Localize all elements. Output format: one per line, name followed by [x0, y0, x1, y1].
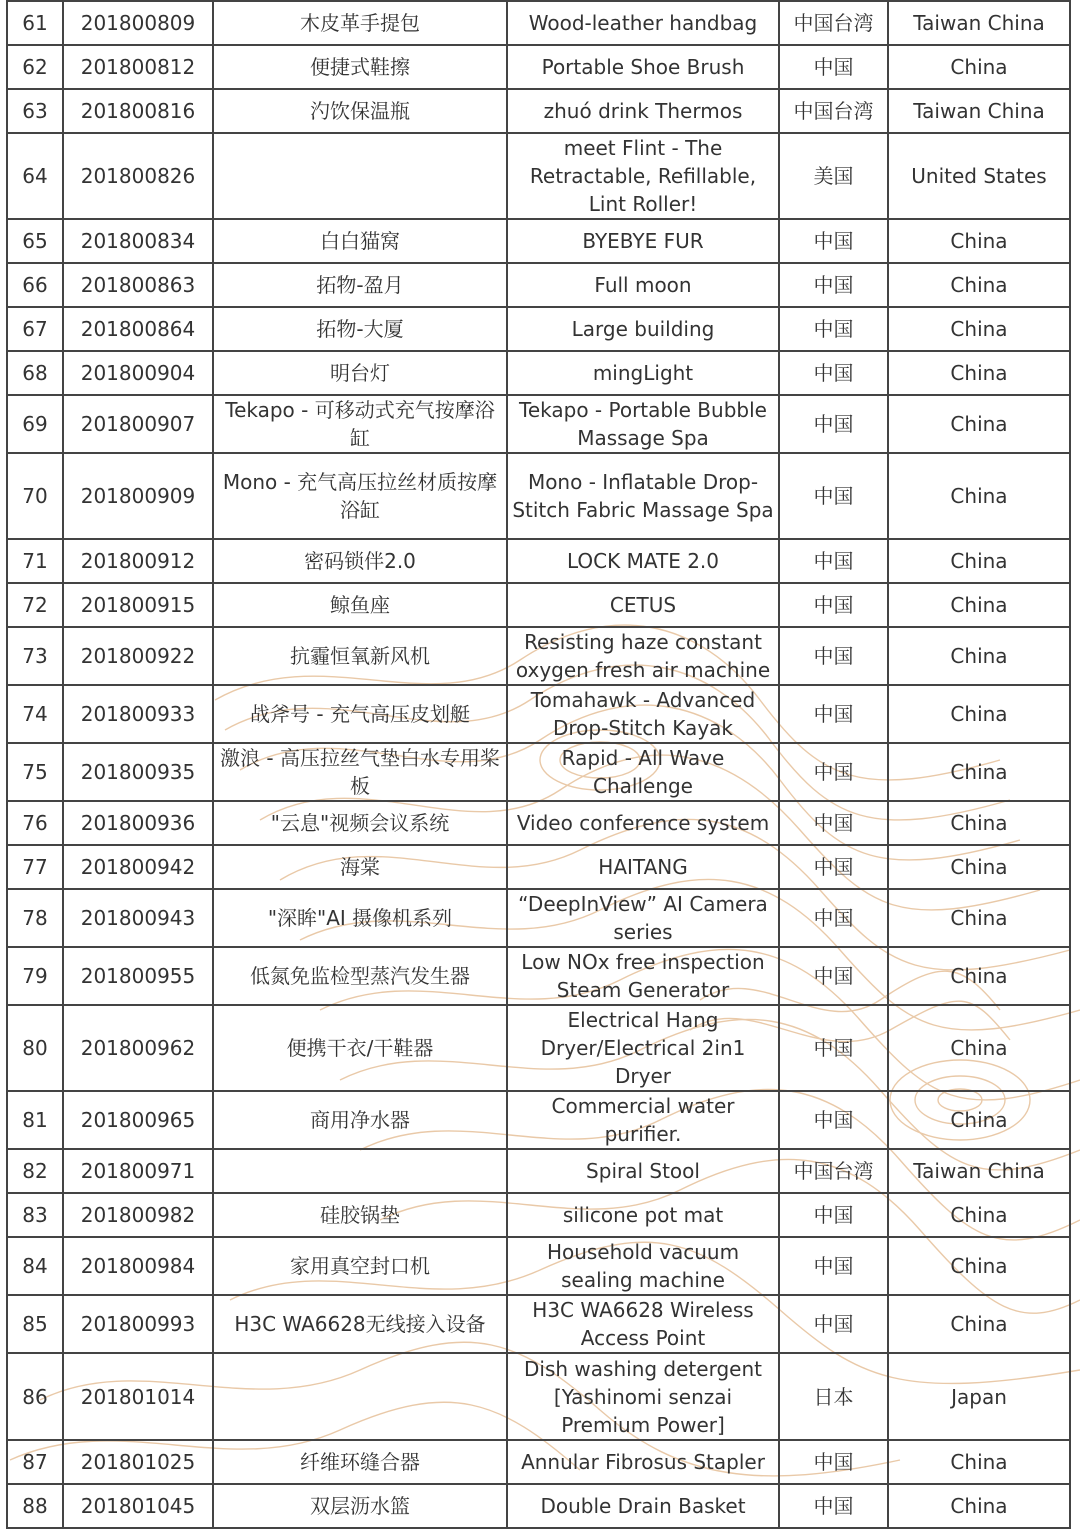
cell-name-chinese: 鲸鱼座: [213, 583, 507, 627]
cell-name-chinese: 便捷式鞋擦: [213, 45, 507, 89]
cell-name-chinese: H3C WA6628无线接入设备: [213, 1295, 507, 1353]
cell-region-chinese: 中国: [779, 627, 888, 685]
cell-registration-id: 201800962: [63, 1005, 213, 1091]
cell-name-chinese: "云息"视频会议系统: [213, 801, 507, 845]
cell-region-chinese: 中国: [779, 351, 888, 395]
cell-region-english: China: [888, 219, 1070, 263]
cell-registration-id: 201800943: [63, 889, 213, 947]
cell-registration-id: 201800971: [63, 1149, 213, 1193]
cell-region-english: China: [888, 743, 1070, 801]
cell-name-chinese: 拓物-大厦: [213, 307, 507, 351]
table-body: [7, 1, 1070, 1528]
cell-number: 78: [7, 889, 63, 947]
cell-region-chinese: 中国: [779, 1440, 888, 1484]
cell-region-english: China: [888, 801, 1070, 845]
cell-name-chinese: "深眸"AI 摄像机系列: [213, 889, 507, 947]
cell-region-chinese: 中国: [779, 743, 888, 801]
cell-region-english: China: [888, 1484, 1070, 1528]
table-row: [7, 45, 1070, 89]
cell-region-english: China: [888, 351, 1070, 395]
cell-number: 63: [7, 89, 63, 133]
table-row: [7, 395, 1070, 453]
cell-name-chinese: 家用真空封口机: [213, 1237, 507, 1295]
cell-name-english: Annular Fibrosus Stapler: [507, 1440, 779, 1484]
table-row: [7, 1295, 1070, 1353]
cell-name-chinese: 木皮革手提包: [213, 1, 507, 45]
cell-registration-id: 201800834: [63, 219, 213, 263]
cell-name-english: H3C WA6628 Wireless Access Point: [507, 1295, 779, 1353]
cell-name-chinese: 汋饮保温瓶: [213, 89, 507, 133]
table-row: [7, 1353, 1070, 1440]
cell-region-chinese: 中国: [779, 1193, 888, 1237]
cell-region-chinese: 中国台湾: [779, 89, 888, 133]
cell-name-english: Resisting haze constant oxygen fresh air machine: [507, 627, 779, 685]
cell-registration-id: 201800955: [63, 947, 213, 1005]
cell-registration-id: 201800812: [63, 45, 213, 89]
cell-registration-id: 201800922: [63, 627, 213, 685]
cell-name-chinese: Mono - 充气高压拉丝材质按摩浴缸: [213, 453, 507, 539]
table-row: [7, 583, 1070, 627]
cell-registration-id: 201800912: [63, 539, 213, 583]
cell-region-chinese: 美国: [779, 133, 888, 219]
cell-region-chinese: 中国: [779, 1237, 888, 1295]
cell-region-chinese: 中国: [779, 685, 888, 743]
cell-number: 69: [7, 395, 63, 453]
cell-name-english: Full moon: [507, 263, 779, 307]
table-row: [7, 1, 1070, 45]
table-row: [7, 1440, 1070, 1484]
cell-name-chinese: 抗霾恒氧新风机: [213, 627, 507, 685]
cell-name-chinese: 便携干衣/干鞋器: [213, 1005, 507, 1091]
cell-name-english: Video conference system: [507, 801, 779, 845]
table-row: [7, 1484, 1070, 1528]
cell-region-english: Japan: [888, 1353, 1070, 1440]
cell-name-english: Mono - Inflatable Drop-Stitch Fabric Massage Spa: [507, 453, 779, 539]
cell-registration-id: 201800936: [63, 801, 213, 845]
cell-registration-id: 201800933: [63, 685, 213, 743]
table-row: [7, 89, 1070, 133]
cell-region-chinese: 中国: [779, 583, 888, 627]
cell-registration-id: 201800907: [63, 395, 213, 453]
cell-registration-id: 201800826: [63, 133, 213, 219]
cell-region-english: China: [888, 583, 1070, 627]
cell-name-english: LOCK MATE 2.0: [507, 539, 779, 583]
cell-region-english: China: [888, 539, 1070, 583]
cell-number: 87: [7, 1440, 63, 1484]
cell-number: 72: [7, 583, 63, 627]
cell-region-english: China: [888, 845, 1070, 889]
cell-registration-id: 201801014: [63, 1353, 213, 1440]
cell-name-chinese: 纤维环缝合器: [213, 1440, 507, 1484]
cell-name-english: Rapid - All Wave Challenge: [507, 743, 779, 801]
cell-region-chinese: 中国: [779, 889, 888, 947]
cell-number: 76: [7, 801, 63, 845]
cell-name-english: HAITANG: [507, 845, 779, 889]
table-row: [7, 889, 1070, 947]
cell-name-english: Large building: [507, 307, 779, 351]
cell-registration-id: 201801025: [63, 1440, 213, 1484]
cell-region-chinese: 中国: [779, 1484, 888, 1528]
cell-name-chinese: 激浪 - 高压拉丝气垫白水专用桨板: [213, 743, 507, 801]
cell-name-english: CETUS: [507, 583, 779, 627]
cell-region-english: China: [888, 1440, 1070, 1484]
cell-number: 81: [7, 1091, 63, 1149]
cell-name-english: zhuó drink Thermos: [507, 89, 779, 133]
cell-registration-id: 201800904: [63, 351, 213, 395]
table-row: [7, 351, 1070, 395]
cell-region-english: China: [888, 1237, 1070, 1295]
cell-region-english: China: [888, 45, 1070, 89]
cell-name-english: meet Flint - The Retractable, Refillable, Lint Roller!: [507, 133, 779, 219]
cell-name-chinese: 商用净水器: [213, 1091, 507, 1149]
cell-region-english: China: [888, 1193, 1070, 1237]
cell-number: 88: [7, 1484, 63, 1528]
cell-name-chinese: 海棠: [213, 845, 507, 889]
cell-region-chinese: 中国: [779, 1295, 888, 1353]
cell-region-chinese: 中国: [779, 307, 888, 351]
cell-number: 62: [7, 45, 63, 89]
cell-name-chinese: 硅胶锅垫: [213, 1193, 507, 1237]
cell-registration-id: 201801045: [63, 1484, 213, 1528]
cell-region-chinese: 中国: [779, 453, 888, 539]
cell-number: 85: [7, 1295, 63, 1353]
table-row: [7, 947, 1070, 1005]
cell-number: 83: [7, 1193, 63, 1237]
cell-number: 66: [7, 263, 63, 307]
cell-region-english: China: [888, 685, 1070, 743]
table-row: [7, 307, 1070, 351]
cell-region-english: United States: [888, 133, 1070, 219]
cell-number: 82: [7, 1149, 63, 1193]
table-row: [7, 453, 1070, 539]
cell-number: 71: [7, 539, 63, 583]
cell-registration-id: 201800965: [63, 1091, 213, 1149]
cell-name-chinese: 双层沥水篮: [213, 1484, 507, 1528]
table-row: [7, 1091, 1070, 1149]
cell-registration-id: 201800863: [63, 263, 213, 307]
cell-name-chinese: 白白猫窝: [213, 219, 507, 263]
table-row: [7, 1149, 1070, 1193]
cell-region-chinese: 中国: [779, 263, 888, 307]
cell-region-chinese: 日本: [779, 1353, 888, 1440]
cell-number: 75: [7, 743, 63, 801]
cell-region-chinese: 中国: [779, 45, 888, 89]
cell-region-chinese: 中国台湾: [779, 1, 888, 45]
cell-region-english: China: [888, 889, 1070, 947]
cell-region-english: China: [888, 627, 1070, 685]
cell-region-chinese: 中国台湾: [779, 1149, 888, 1193]
table-row: [7, 685, 1070, 743]
cell-name-chinese: 明台灯: [213, 351, 507, 395]
cell-region-chinese: 中国: [779, 539, 888, 583]
cell-name-english: Wood-leather handbag: [507, 1, 779, 45]
cell-region-chinese: 中国: [779, 219, 888, 263]
cell-region-english: China: [888, 395, 1070, 453]
cell-region-english: China: [888, 453, 1070, 539]
cell-name-english: Dish washing detergent [Yashinomi senzai Premium Power]: [507, 1353, 779, 1440]
cell-name-chinese: 拓物-盈月: [213, 263, 507, 307]
cell-name-chinese: Tekapo - 可移动式充气按摩浴缸: [213, 395, 507, 453]
cell-registration-id: 201800909: [63, 453, 213, 539]
cell-number: 65: [7, 219, 63, 263]
cell-name-english: BYEBYE FUR: [507, 219, 779, 263]
cell-registration-id: 201800864: [63, 307, 213, 351]
table-row: [7, 1005, 1070, 1091]
cell-name-english: Spiral Stool: [507, 1149, 779, 1193]
cell-number: 61: [7, 1, 63, 45]
table-row: [7, 539, 1070, 583]
cell-name-english: silicone pot mat: [507, 1193, 779, 1237]
table-row: [7, 801, 1070, 845]
cell-registration-id: 201800993: [63, 1295, 213, 1353]
cell-region-chinese: 中国: [779, 395, 888, 453]
cell-number: 70: [7, 453, 63, 539]
cell-region-english: Taiwan China: [888, 1149, 1070, 1193]
cell-name-chinese: 战斧号 - 充气高压皮划艇: [213, 685, 507, 743]
table-row: [7, 743, 1070, 801]
cell-region-chinese: 中国: [779, 1005, 888, 1091]
table-row: [7, 845, 1070, 889]
cell-region-english: China: [888, 263, 1070, 307]
cell-name-english: mingLight: [507, 351, 779, 395]
cell-region-english: China: [888, 1091, 1070, 1149]
cell-number: 86: [7, 1353, 63, 1440]
cell-registration-id: 201800809: [63, 1, 213, 45]
cell-registration-id: 201800816: [63, 89, 213, 133]
table-row: [7, 219, 1070, 263]
cell-region-english: China: [888, 1295, 1070, 1353]
cell-region-english: Taiwan China: [888, 89, 1070, 133]
cell-name-english: Low NOx free inspection Steam Generator: [507, 947, 779, 1005]
cell-name-english: Tekapo - Portable Bubble Massage Spa: [507, 395, 779, 453]
cell-name-chinese: 低氮免监检型蒸汽发生器: [213, 947, 507, 1005]
cell-registration-id: 201800942: [63, 845, 213, 889]
cell-region-chinese: 中国: [779, 801, 888, 845]
cell-region-chinese: 中国: [779, 947, 888, 1005]
cell-number: 77: [7, 845, 63, 889]
cell-number: 64: [7, 133, 63, 219]
cell-number: 79: [7, 947, 63, 1005]
cell-name-english: Tomahawk - Advanced Drop-Stitch Kayak: [507, 685, 779, 743]
cell-region-chinese: 中国: [779, 1091, 888, 1149]
awards-table: [6, 0, 1071, 1529]
cell-name-chinese: [213, 1149, 507, 1193]
cell-number: 84: [7, 1237, 63, 1295]
cell-number: 67: [7, 307, 63, 351]
cell-region-english: China: [888, 947, 1070, 1005]
cell-region-chinese: 中国: [779, 845, 888, 889]
cell-number: 68: [7, 351, 63, 395]
cell-number: 73: [7, 627, 63, 685]
cell-region-english: China: [888, 1005, 1070, 1091]
cell-name-english: Household vacuum sealing machine: [507, 1237, 779, 1295]
table-row: [7, 1237, 1070, 1295]
table-row: [7, 627, 1070, 685]
table-row: [7, 263, 1070, 307]
cell-number: 74: [7, 685, 63, 743]
cell-name-chinese: 密码锁伴2.0: [213, 539, 507, 583]
cell-registration-id: 201800982: [63, 1193, 213, 1237]
table-row: [7, 133, 1070, 219]
cell-name-english: Commercial water purifier.: [507, 1091, 779, 1149]
cell-number: 80: [7, 1005, 63, 1091]
cell-registration-id: 201800915: [63, 583, 213, 627]
cell-name-english: Electrical Hang Dryer/Electrical 2in1 Dryer: [507, 1005, 779, 1091]
cell-name-chinese: [213, 133, 507, 219]
cell-region-english: Taiwan China: [888, 1, 1070, 45]
cell-region-english: China: [888, 307, 1070, 351]
table-row: [7, 1193, 1070, 1237]
cell-name-english: Double Drain Basket: [507, 1484, 779, 1528]
cell-registration-id: 201800984: [63, 1237, 213, 1295]
cell-name-chinese: [213, 1353, 507, 1440]
cell-registration-id: 201800935: [63, 743, 213, 801]
cell-name-english: “DeepInView” AI Camera series: [507, 889, 779, 947]
cell-name-english: Portable Shoe Brush: [507, 45, 779, 89]
